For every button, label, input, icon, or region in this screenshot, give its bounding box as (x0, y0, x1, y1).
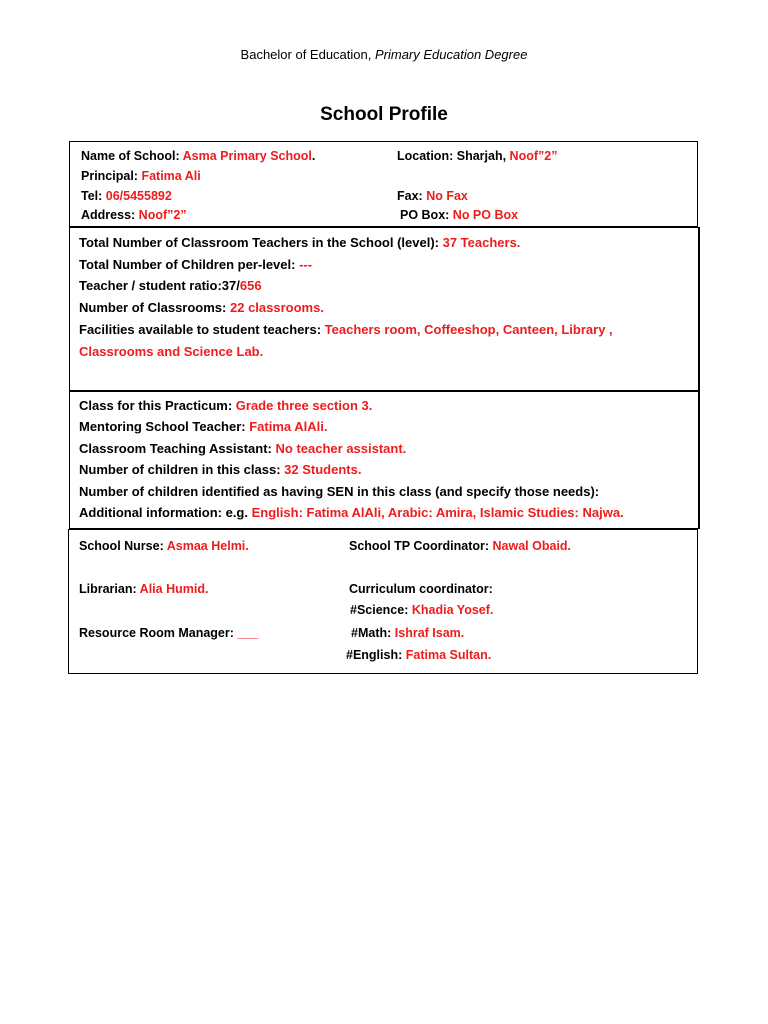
librarian-value: Alia Humid. (139, 582, 209, 596)
children-row (79, 257, 312, 273)
staff-box (68, 529, 698, 674)
librarian-row (79, 581, 208, 597)
class-value: Grade three section 3. (235, 398, 373, 413)
pobox-label: PO Box: (400, 208, 450, 222)
location-row (397, 148, 557, 164)
sen-row (79, 484, 599, 500)
fax-row (397, 188, 468, 204)
principal-row (81, 168, 201, 184)
tp-label: School TP Coordinator: (349, 539, 490, 553)
address-value: Noof”2” (138, 208, 187, 222)
class-children-label: Number of children in this class: (79, 462, 281, 477)
sen-label: Number of children identified as having SEN in this class (and specify those needs): (79, 484, 600, 499)
ratio-value: 656 (239, 278, 262, 293)
nurse-label: School Nurse: (79, 539, 164, 553)
school-name-row (81, 148, 315, 164)
teachers-row (79, 235, 520, 251)
class-children-row (79, 462, 361, 478)
facilities-value-2: Classrooms and Science Lab. (79, 344, 264, 359)
assistant-row (79, 441, 406, 457)
resource-row (79, 625, 258, 641)
tel-row (81, 188, 172, 204)
english-value: Fatima Sultan. (405, 648, 492, 662)
librarian-label: Librarian: (79, 582, 137, 596)
mentor-value: Fatima AlAli. (249, 419, 328, 434)
english-row (346, 647, 491, 663)
principal-label: Principal: (81, 169, 138, 183)
practicum-box (69, 391, 700, 529)
address-row (81, 207, 187, 223)
pobox-value: No PO Box (452, 208, 519, 222)
english-label: #English: (346, 648, 403, 662)
tp-row (349, 538, 571, 554)
facilities-row-2 (79, 344, 263, 360)
curriculum-row (349, 581, 493, 597)
nurse-value: Asmaa Helmi. (166, 539, 249, 553)
nurse-row (79, 538, 249, 554)
fax-value: No Fax (426, 189, 468, 203)
curriculum-label: Curriculum coordinator: (349, 582, 493, 596)
degree-label: Primary Education Degree (374, 47, 528, 62)
children-label: Total Number of Children per-level: (79, 257, 296, 272)
tel-value: 06/5455892 (105, 189, 172, 203)
teachers-label: Total Number of Classroom Teachers in the School (level): (79, 235, 439, 250)
classrooms-label: Number of Classrooms: (79, 300, 227, 315)
ratio-row (79, 278, 262, 294)
address-label: Address: (81, 208, 136, 222)
class-children-value: 32 Students. (284, 462, 362, 477)
school-stats-box (69, 227, 700, 391)
facilities-label: Facilities available to student teachers: (79, 322, 322, 337)
science-label: #Science: (350, 603, 409, 617)
assistant-label: Classroom Teaching Assistant: (79, 441, 272, 456)
school-info-box (69, 141, 698, 227)
class-row (79, 398, 372, 414)
principal-value: Fatima Ali (141, 169, 201, 183)
additional-label: Additional information: e.g. (79, 505, 248, 520)
pobox-row (400, 207, 518, 223)
school-name-value: Asma Primary School (182, 149, 312, 163)
school-name-label: Name of School: (81, 149, 180, 163)
math-label: #Math: (351, 626, 392, 640)
science-row (350, 602, 493, 618)
children-value: --- (299, 257, 313, 272)
school-name-suffix: . (311, 149, 316, 163)
document-header (0, 47, 768, 62)
fax-label: Fax: (397, 189, 423, 203)
classrooms-value: 22 classrooms. (230, 300, 324, 315)
additional-value: English: Fatima AlAli, Arabic: Amira, Islamic Studies: Najwa. (251, 505, 624, 520)
tel-label: Tel: (81, 189, 103, 203)
facilities-value-1: Teachers room, Coffeeshop, Canteen, Library , (324, 322, 613, 337)
ratio-label: Teacher / student ratio:37/ (79, 278, 240, 293)
facilities-row (79, 322, 613, 338)
location-value: Noof”2” (509, 149, 558, 163)
mentor-label: Mentoring School Teacher: (79, 419, 246, 434)
math-row (351, 625, 464, 641)
science-value: Khadia Yosef. (411, 603, 494, 617)
math-value: Ishraf Isam. (394, 626, 465, 640)
location-city: Sharjah, (456, 149, 507, 163)
location-label: Location: (397, 149, 454, 163)
program-label: Bachelor of Education, (240, 47, 372, 62)
teachers-value: 37 Teachers. (442, 235, 521, 250)
page-title: School Profile (320, 104, 448, 125)
class-label: Class for this Practicum: (79, 398, 233, 413)
resource-value: ___ (237, 626, 259, 640)
assistant-value: No teacher assistant. (275, 441, 407, 456)
mentor-row (79, 419, 328, 435)
additional-row (79, 505, 624, 521)
tp-value: Nawal Obaid. (492, 539, 572, 553)
resource-label: Resource Room Manager: (79, 626, 234, 640)
classrooms-row (79, 300, 324, 316)
